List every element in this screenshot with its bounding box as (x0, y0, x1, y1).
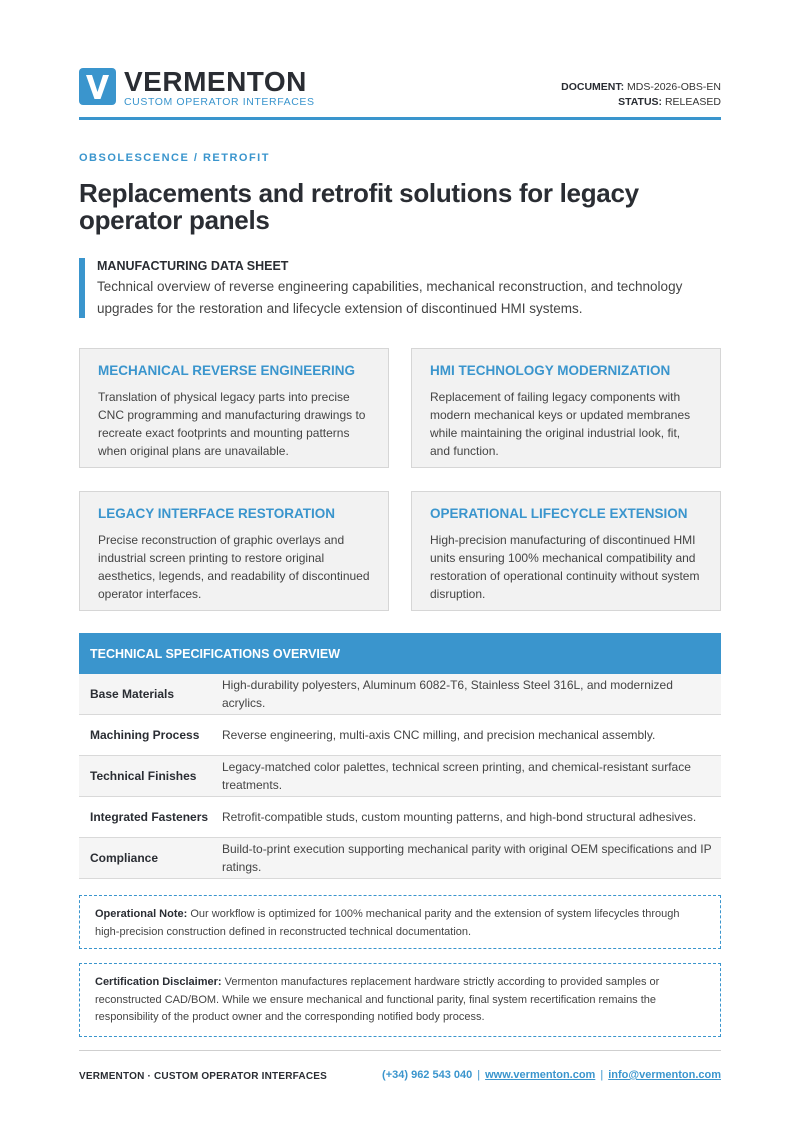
spec-value: High-durability polyesters, Aluminum 6082-T6, Stainless Steel 316L, and modernized acrylics. (222, 678, 673, 710)
feature-card-title: HMI TECHNOLOGY MODERNIZATION (430, 363, 671, 378)
status-value: RELEASED (664, 96, 721, 108)
category-eyebrow: OBSOLESCENCE / RETROFIT (79, 152, 270, 164)
spec-value: Retrofit-compatible studs, custom mounting patterns, and high-bond structural adhesives. (222, 810, 697, 824)
doc-label: DOCUMENT: (561, 81, 625, 93)
footer-separator: | (600, 1069, 604, 1081)
spec-value: Build-to-print execution supporting mechanical parity with original OEM specifications and IP ratings. (222, 842, 712, 874)
table-row (79, 797, 721, 838)
spec-key: Base Materials (90, 687, 175, 701)
feature-card-text: Replacement of failing legacy components with modern mechanical keys or updated membranes while maintaining the original industrial look, fit, and function. (430, 390, 691, 458)
header (79, 66, 721, 120)
feature-card-text: High-precision manufacturing of discontinued HMI units ensuring 100% mechanical compatibility and restoration of operational continuity without system disruption. (430, 533, 700, 601)
logo (79, 68, 315, 108)
operational-note (79, 895, 721, 949)
spec-value: Reverse engineering, multi-axis CNC milling, and precision mechanical assembly. (222, 728, 656, 742)
spec-table-heading: TECHNICAL SPECIFICATIONS OVERVIEW (79, 633, 721, 674)
document-info (561, 80, 721, 110)
feature-card-title: OPERATIONAL LIFECYCLE EXTENSION (430, 506, 688, 521)
footer-company: VERMENTON · CUSTOM OPERATOR INTERFACES (79, 1071, 327, 1082)
note-label: Certification Disclaimer: (95, 976, 222, 988)
feature-card (79, 491, 389, 611)
table-row (79, 838, 721, 879)
feature-card-title: MECHANICAL REVERSE ENGINEERING (98, 363, 356, 378)
intro-block (79, 258, 721, 318)
certification-disclaimer (79, 963, 721, 1037)
table-row (79, 715, 721, 756)
feature-card (79, 348, 389, 468)
page-title: Replacements and retrofit solutions for legacy operator panels (79, 178, 639, 235)
spec-key: Technical Finishes (90, 769, 197, 783)
intro-text: Technical overview of reverse engineering capabilities, mechanical reconstruction, and technology upgrades for the restoration and lifecycle extension of discontinued HMI systems. (97, 279, 683, 316)
feature-card-text: Precise reconstruction of graphic overlays and industrial screen printing to restore original aesthetics, legends, and readability of discontinued operator interfaces. (98, 533, 370, 601)
intro-heading: MANUFACTURING DATA SHEET (97, 259, 289, 273)
spec-value: Legacy-matched color palettes, technical screen printing, and chemical-resistant surface treatments. (222, 760, 691, 792)
table-row (79, 756, 721, 797)
footer (79, 1050, 721, 1090)
spec-key: Integrated Fasteners (90, 810, 209, 824)
website-link[interactable]: www.vermenton.com (485, 1069, 596, 1081)
doc-number: MDS-2026-OBS-EN (627, 81, 721, 93)
note-label: Operational Note: (95, 908, 188, 920)
email-link[interactable]: info@vermenton.com (608, 1069, 721, 1081)
phone-link[interactable]: (+34) 962 543 040 (382, 1069, 473, 1081)
note-text: Our workflow is optimized for 100% mechanical parity and the extension of system lifecycles through high-precision construction defined in reconstructed technical documentation. (95, 908, 680, 938)
spec-table (79, 633, 721, 879)
spec-key: Compliance (90, 851, 159, 865)
footer-contacts (382, 1069, 721, 1081)
logo-v-icon (79, 68, 116, 105)
table-row (79, 674, 721, 715)
spec-key: Machining Process (90, 728, 200, 742)
brand-name: VERMENTON (124, 66, 307, 97)
feature-card-title: LEGACY INTERFACE RESTORATION (98, 506, 336, 521)
note-text: Vermenton manufactures replacement hardware strictly according to provided samples or reconstructed CAD/BOM. While we ensure mechanical and functional parity, final system recertification remains the responsibility of the product owner and the corresponding notified body process. (95, 976, 660, 1023)
feature-card (411, 348, 721, 468)
footer-separator: | (477, 1069, 481, 1081)
status-label: STATUS: (618, 96, 663, 108)
feature-card (411, 491, 721, 611)
brand-tagline: CUSTOM OPERATOR INTERFACES (124, 96, 315, 108)
feature-card-text: Translation of physical legacy parts into precise CNC programming and manufacturing drawings to recreate exact footprints and mounting patterns when original plans are unavailable. (98, 390, 366, 458)
